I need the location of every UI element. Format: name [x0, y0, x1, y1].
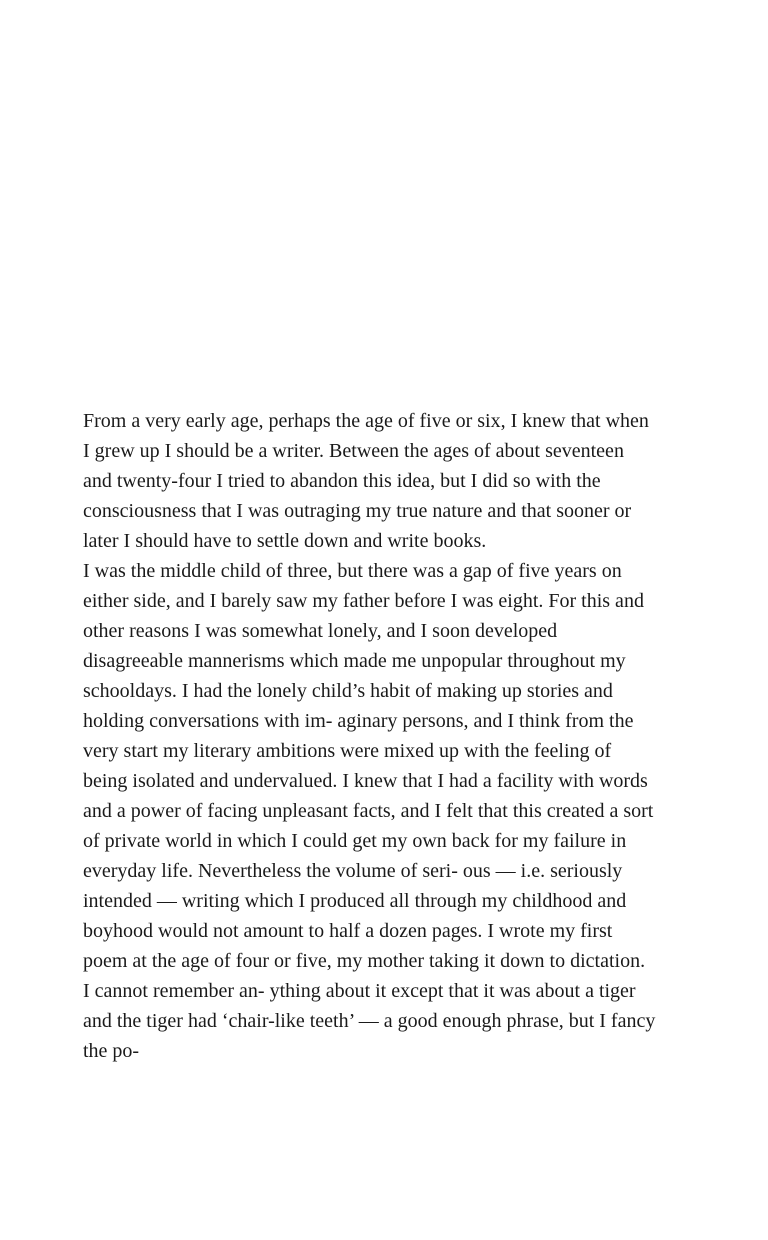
paragraph-1 — [83, 406, 656, 556]
text-line: unpopular throughout my schooldays. I had the lonely child’s — [83, 650, 626, 702]
text-line: eight. For this and other reasons I was somewhat lonely, and — [83, 590, 644, 642]
text-line: aginary persons, and I think from the very start my literary — [83, 710, 634, 762]
text-line: ous — i.e. seriously intended — writing which I produced all — [83, 860, 623, 912]
text-line: ‘chair-like teeth’ — a good enough phrase, but I fancy the po- — [83, 1010, 656, 1062]
text-line: down and write books. — [304, 530, 487, 552]
text-line: my mother taking it down to dictation. I cannot remember an- — [83, 950, 646, 1002]
text-line: my failure in everyday life. Nevertheless the volume of seri- — [83, 830, 627, 882]
text-line: a power of facing unpleasant facts, and I felt that this created — [116, 800, 605, 822]
paragraph-2 — [83, 556, 656, 1066]
text-line: and undervalued. I knew that I had a facility with words and — [83, 770, 648, 822]
text-line: From a very early age, perhaps the age of five or six, I knew — [83, 410, 566, 432]
text-line: true nature and that sooner or later I should have to settle — [83, 500, 632, 552]
text-line: that when I grew up I should be a writer. Between the ages of — [83, 410, 649, 462]
text-line: a sort of private world in which I could get my own back for — [83, 800, 654, 852]
text-line: through my childhood and boyhood would not amount to half — [83, 890, 627, 942]
text-line: I was the middle child of three, but there was a gap of five — [83, 560, 550, 582]
text-line: ambitions were mixed up with the feeling of being isolated — [83, 740, 612, 792]
text-line: but I did so with the consciousness that I was outraging my — [83, 470, 601, 522]
text-line: habit of making up stories and holding conversations with im- — [83, 680, 613, 732]
body-text — [83, 406, 656, 1066]
text-line: I soon developed disagreeable mannerisms which made me — [83, 620, 558, 672]
text-line: years on either side, and I barely saw my father before I was — [83, 560, 622, 612]
text-line: about seventeen and twenty-four I tried to abandon this idea, — [83, 440, 624, 492]
text-line: a dozen pages. I wrote my first poem at the age of four or five, — [83, 920, 613, 972]
text-line: ything about it except that it was about a tiger and the tiger had — [83, 980, 636, 1032]
